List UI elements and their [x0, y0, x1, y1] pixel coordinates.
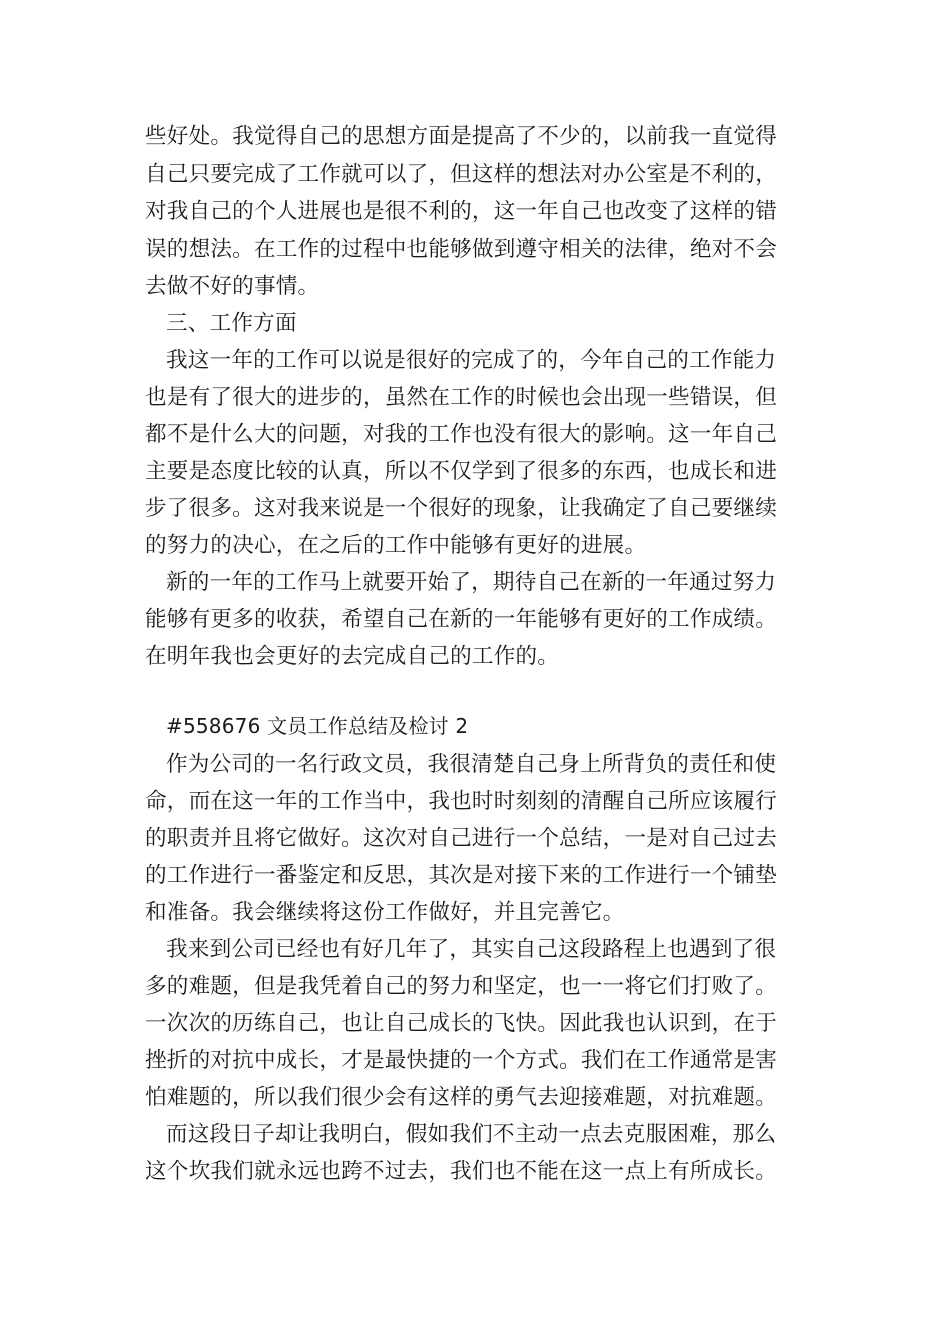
- paragraph-line: 的职责并且将它做好。这次对自己进行一个总结，一是对自己过去: [145, 826, 778, 851]
- paragraph-line: 去做不好的事情。: [145, 274, 320, 299]
- paragraph-line: 主要是态度比较的认真，所以不仅学到了很多的东西，也成长和进: [145, 459, 778, 484]
- paragraph-line: 步了很多。这对我来说是一个很好的现象，让我确定了自己要继续: [145, 496, 778, 521]
- paragraph-line: 和准备。我会继续将这份工作做好，并且完善它。: [145, 900, 625, 925]
- paragraph-line: 作为公司的一名行政文员，我很清楚自己身上所背负的责任和使: [166, 752, 777, 777]
- paragraph-line: 新的一年的工作马上就要开始了，期待自己在新的一年通过努力: [166, 570, 777, 595]
- paragraph-line: 命，而在这一年的工作当中，我也时时刻刻的清醒自己所应该履行: [145, 789, 778, 814]
- paragraph-line: 误的想法。在工作的过程中也能够做到遵守相关的法律，绝对不会: [145, 237, 778, 262]
- paragraph-line: 能够有更多的收获，希望自己在新的一年能够有更好的工作成绩。: [145, 607, 778, 632]
- paragraph-line: 也是有了很大的进步的，虽然在工作的时候也会出现一些错误，但: [145, 385, 778, 410]
- paragraph-line: 在明年我也会更好的去完成自己的工作的。: [145, 644, 560, 669]
- paragraph-line: 一次次的历练自己，也让自己成长的飞快。因此我也认识到，在于: [145, 1011, 778, 1036]
- paragraph-line: 都不是什么大的问题，对我的工作也没有很大的影响。这一年自己: [145, 422, 778, 447]
- paragraph-line: 挫折的对抗中成长，才是最快捷的一个方式。我们在工作通常是害: [145, 1048, 778, 1073]
- paragraph-line: 的努力的决心，在之后的工作中能够有更好的进展。: [145, 533, 647, 558]
- paragraph-line: 我来到公司已经也有好几年了，其实自己这段路程上也遇到了很: [166, 937, 777, 962]
- paragraph-line: 而这段日子却让我明白，假如我们不主动一点去克服困难，那么: [166, 1122, 777, 1147]
- paragraph-line: 怕难题的，所以我们很少会有这样的勇气去迎接难题，对抗难题。: [145, 1085, 778, 1110]
- paragraph-line: 自己只要完成了工作就可以了，但这样的想法对办公室是不利的，: [145, 162, 778, 187]
- paragraph-line: 些好处。我觉得自己的思想方面是提高了不少的，以前我一直觉得: [145, 124, 778, 149]
- section-heading: 三、工作方面: [166, 311, 297, 336]
- paragraph-line: 多的难题，但是我凭着自己的努力和坚定，也一一将它们打败了。: [145, 974, 778, 999]
- paragraph-line: 这个坎我们就永远也跨不过去，我们也不能在这一点上有所成长。: [145, 1159, 778, 1184]
- paragraph-line: 我这一年的工作可以说是很好的完成了的，今年自己的工作能力: [166, 348, 777, 373]
- paragraph-line: 的工作进行一番鉴定和反思，其次是对接下来的工作进行一个铺垫: [145, 863, 778, 888]
- article-title: #558676 文员工作总结及检讨 2: [166, 714, 469, 738]
- paragraph-line: 对我自己的个人进展也是很不利的，这一年自己也改变了这样的错: [145, 199, 778, 224]
